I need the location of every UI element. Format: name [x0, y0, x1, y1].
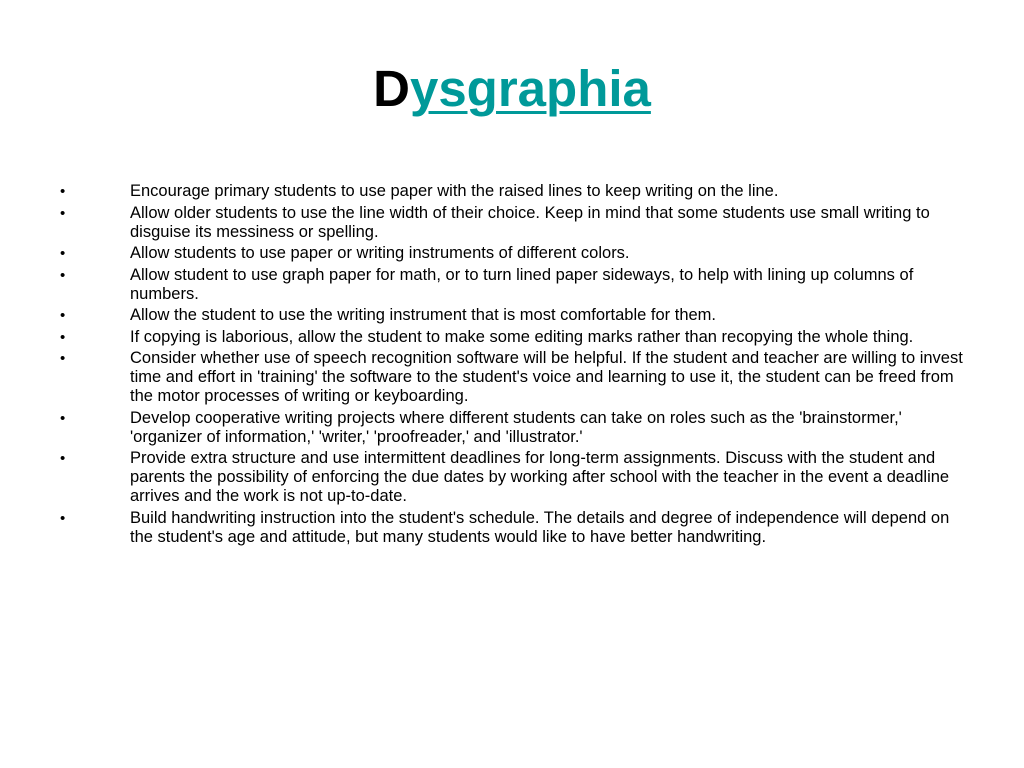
- slide-title: [0, 58, 1024, 119]
- list-item: [0, 182, 1024, 201]
- bullet-marker: •: [60, 509, 66, 527]
- list-item: [0, 509, 1024, 547]
- list-item-text: Build handwriting instruction into the student's schedule. The details and degree of independence will depend on the student's age and attitude, but many students would like to have better handwriting.: [130, 508, 950, 546]
- list-item-text: Allow older students to use the line width of their choice. Keep in mind that some students use small writing to disguise its messiness or spelling.: [130, 203, 930, 241]
- list-item: [0, 349, 1024, 406]
- bullet-marker: •: [60, 450, 66, 467]
- bullet-marker: •: [60, 350, 66, 367]
- list-item-text: Allow student to use graph paper for math, or to turn lined paper sideways, to help with lining up columns of numbers.: [130, 265, 914, 303]
- bullet-marker: •: [60, 204, 66, 222]
- bullet-marker: •: [60, 409, 66, 427]
- list-item: [0, 306, 1024, 325]
- list-item: [0, 266, 1024, 304]
- list-item: [0, 409, 1024, 447]
- bullet-marker: •: [60, 307, 66, 324]
- list-item-text: Develop cooperative writing projects where different students can take on roles such as the 'brainstormer,' 'organizer of information,' 'writer,' 'proofreader,' and 'illustrator.': [130, 408, 902, 446]
- list-item-text: Allow the student to use the writing instrument that is most comfortable for them.: [130, 306, 717, 324]
- list-item: [0, 449, 1024, 506]
- list-item-text: Provide extra structure and use intermittent deadlines for long-term assignments. Discuss with the student and parents the possibility of enforcing the due dates by working after school with the teacher in the event a deadline arrives and the work is not up-to-date.: [130, 449, 950, 505]
- bullet-marker: •: [60, 183, 66, 200]
- bullet-marker: •: [60, 328, 66, 346]
- list-item-text: Encourage primary students to use paper with the raised lines to keep writing on the line.: [130, 182, 779, 200]
- list-item: [0, 204, 1024, 242]
- list-item-text: Allow students to use paper or writing instruments of different colors.: [130, 244, 630, 262]
- bullet-marker: •: [60, 245, 66, 262]
- title-initial-letter: D: [373, 60, 410, 117]
- list-item: [0, 328, 1024, 347]
- list-item: [0, 244, 1024, 263]
- title-hyperlink[interactable]: ysgraphia: [409, 60, 651, 117]
- bullet-marker: •: [60, 266, 66, 284]
- list-item-text: If copying is laborious, allow the student to make some editing marks rather than recopying the whole thing.: [130, 327, 914, 346]
- bullet-list: [0, 182, 1024, 549]
- list-item-text: Consider whether use of speech recognition software will be helpful. If the student and teacher are willing to invest time and effort in 'training' the software to the student's voice and learning to use it, the student can be freed from the motor processes of writing or keyboarding.: [130, 349, 963, 405]
